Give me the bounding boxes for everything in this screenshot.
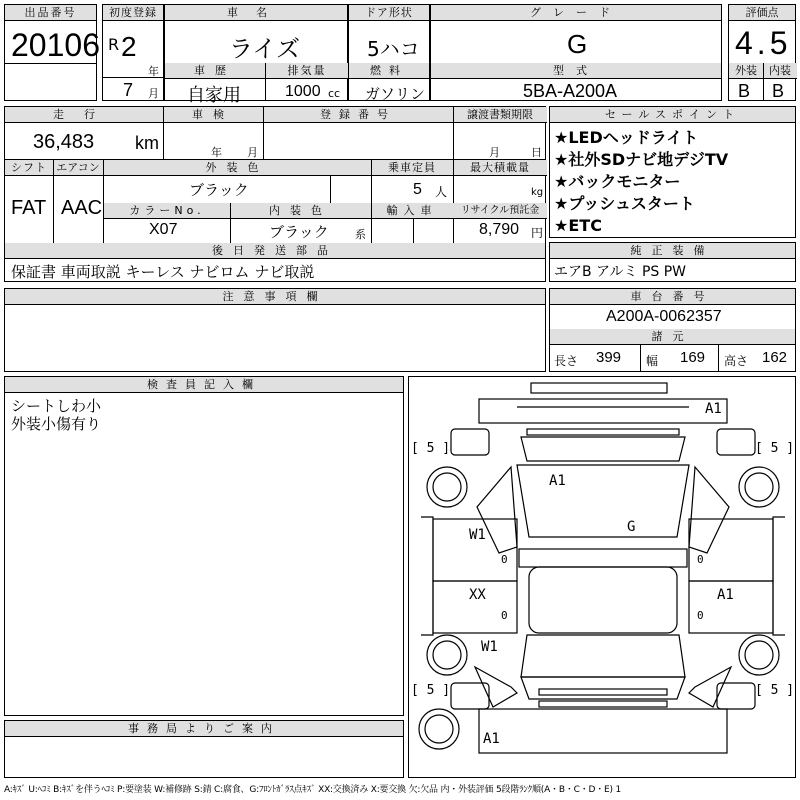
inspector-box xyxy=(4,376,404,716)
office-label: 事務局よりご案内 xyxy=(5,721,403,737)
ac-label: エアコン xyxy=(53,160,103,176)
damage-mark-front-bumper: A1 xyxy=(705,401,722,417)
door-zero-mark: 0 xyxy=(501,553,508,566)
score-value: 4.5 xyxy=(735,25,792,61)
capacity-label: 乗車定員 xyxy=(371,160,453,176)
sales-point-item: ★バックモニター xyxy=(554,172,681,191)
name-label: 車名 xyxy=(165,5,347,21)
damage-mark-left-rear-door: XX xyxy=(469,587,486,603)
tire-rear-left: [ 5 ] xyxy=(411,683,451,698)
equipment-label: 純正装備 xyxy=(550,243,795,259)
notes-box xyxy=(4,288,546,372)
door-zero-mark: 0 xyxy=(697,553,704,566)
ext-grade: B xyxy=(738,81,751,101)
tire-front-right: [ 5 ] xyxy=(755,441,795,456)
length-value: 399 xyxy=(596,349,622,366)
first-reg-label: 初度登録 xyxy=(103,5,163,21)
displacement-unit: cc xyxy=(328,87,341,100)
mileage-value: 36,483 xyxy=(33,131,95,153)
grade-box xyxy=(430,4,722,101)
later-parts-value: 保証書 車両取説 キーレス ナビロム ナビ取説 xyxy=(11,263,315,281)
inspector-label: 検査員記入欄 xyxy=(5,377,403,393)
height-label: 高さ xyxy=(724,354,749,368)
ext-label: 外装 xyxy=(729,63,763,79)
inspector-line: シートしわ小 xyxy=(11,397,102,415)
width-label: 幅 xyxy=(646,354,659,368)
reg-month: 7 xyxy=(123,80,134,100)
notes-label: 注意事項欄 xyxy=(5,289,545,305)
ac-value: AAC xyxy=(61,197,103,219)
sales-points-label: セールスポイント xyxy=(550,107,795,123)
tire-rear-right: [ 5 ] xyxy=(755,683,795,698)
sales-point-item: ★ETC xyxy=(554,216,602,235)
chassis-value: A200A-0062357 xyxy=(606,308,722,325)
door-box xyxy=(348,4,430,101)
month-unit: 月 xyxy=(148,87,159,100)
car-name-box xyxy=(164,4,348,106)
mileage-label: 走行 xyxy=(5,107,163,123)
damage-mark-left-rear-fender: W1 xyxy=(481,639,498,655)
fuel-label: 燃料 xyxy=(349,63,429,79)
displacement-value: 1000 xyxy=(285,83,321,100)
equipment-box xyxy=(549,242,796,282)
sales-point-item: ★プッシュスタート xyxy=(554,194,695,213)
car-diagram xyxy=(408,376,796,778)
interior-color-label: 内装色 xyxy=(230,203,371,219)
load-label: 最大積載量 xyxy=(453,160,547,176)
tire-front-left: [ 5 ] xyxy=(411,441,451,456)
first-reg-box xyxy=(102,4,164,101)
history-label: 車歴 xyxy=(165,63,265,79)
door-value: 5ハコ xyxy=(367,37,420,61)
import-label: 輸入車 xyxy=(371,203,453,219)
chassis-box xyxy=(549,288,796,372)
length-label: 長さ xyxy=(554,354,579,368)
int-label: 内装 xyxy=(763,63,797,79)
color-no-label: カラーNo. xyxy=(104,203,230,219)
grade-value: G xyxy=(567,29,588,59)
insp-month-unit: 月 xyxy=(247,146,258,159)
recycle-unit: 円 xyxy=(531,226,544,240)
inspector-line: 外装小傷有り xyxy=(11,415,102,433)
damage-legend: A:ｷｽﾞ U:ﾍｺﾐ B:ｷｽﾞを伴うﾍｺﾐ P:要塗装 W:補修跡 S:錆 C:腐食、G:ﾌﾛﾝﾄｶﾞﾗｽ点ｷｽﾞ XX:交換済み X:要交換 欠:欠品 内・外装評価 5段階ﾗﾝｸ順(A・B・C・D・E) 1 xyxy=(4,785,622,795)
chassis-label: 車台番号 xyxy=(550,289,795,305)
capacity-value: 5 xyxy=(413,181,422,198)
model-value: 5BA-A200A xyxy=(523,81,618,101)
transfer-month-unit: 月 xyxy=(489,146,500,159)
load-unit: kg xyxy=(531,187,544,198)
interior-color-value: ブラック xyxy=(269,223,329,241)
plate-label: 登録番号 xyxy=(263,107,453,123)
height-value: 162 xyxy=(762,349,788,366)
transfer-label: 譲渡書類期限 xyxy=(453,107,547,123)
exterior-color-value: ブラック xyxy=(189,181,249,199)
damage-mark-left-front-door: W1 xyxy=(469,527,486,543)
score-label: 評価点 xyxy=(729,5,795,21)
door-zero-mark: 0 xyxy=(501,609,508,622)
lot-number: 20106 xyxy=(11,27,100,63)
reg-year: 2 xyxy=(121,31,137,62)
color-no-value: X07 xyxy=(149,221,178,238)
damage-mark-right-rear-door: A1 xyxy=(717,587,734,603)
capacity-unit: 人 xyxy=(435,185,448,199)
car-outline xyxy=(409,377,797,779)
door-zero-mark: 0 xyxy=(697,609,704,622)
damage-mark-windshield: G xyxy=(627,519,636,535)
equipment-value: エアB アルミ PS PW xyxy=(554,264,687,280)
sales-point-item: ★社外SDナビ地デジTV xyxy=(554,150,729,169)
mileage-unit: km xyxy=(135,133,159,153)
recycle-value: 8,790 xyxy=(479,221,520,238)
damage-mark-rear-bumper: A1 xyxy=(483,731,500,747)
detail-grid xyxy=(4,106,546,282)
score-box xyxy=(728,4,796,101)
office-box xyxy=(4,720,404,778)
damage-mark-hood: A1 xyxy=(549,473,566,489)
recycle-label: リサイクル預託金 xyxy=(453,203,547,219)
model-label: 型式 xyxy=(431,63,721,79)
transfer-day-unit: 日 xyxy=(531,146,542,159)
door-label: ドア形状 xyxy=(349,5,429,21)
history-value: 自家用 xyxy=(187,85,241,106)
fuel-value: ガソリン xyxy=(365,85,426,103)
inspection-label: 車検 xyxy=(163,107,263,123)
displacement-label: 排気量 xyxy=(265,63,349,79)
exterior-color-label: 外装色 xyxy=(103,160,371,176)
era-mark: R xyxy=(108,35,120,54)
sales-point-item: ★LEDヘッドライト xyxy=(554,128,699,147)
shift-value: FAT xyxy=(11,197,47,219)
lot-label: 出品番号 xyxy=(5,5,96,21)
insp-year-unit: 年 xyxy=(211,146,222,159)
lot-box xyxy=(4,4,100,101)
width-value: 169 xyxy=(680,349,706,366)
interior-color-suffix: 系 xyxy=(355,228,366,241)
shift-label: シフト xyxy=(5,160,53,176)
sales-points-box xyxy=(549,106,796,238)
year-unit: 年 xyxy=(148,65,159,78)
grade-label: グレード xyxy=(431,5,721,21)
later-parts-label: 後日発送部品 xyxy=(5,243,545,259)
car-name: ライズ xyxy=(229,35,301,63)
int-grade: B xyxy=(772,81,785,101)
dims-label: 諸元 xyxy=(550,329,795,345)
